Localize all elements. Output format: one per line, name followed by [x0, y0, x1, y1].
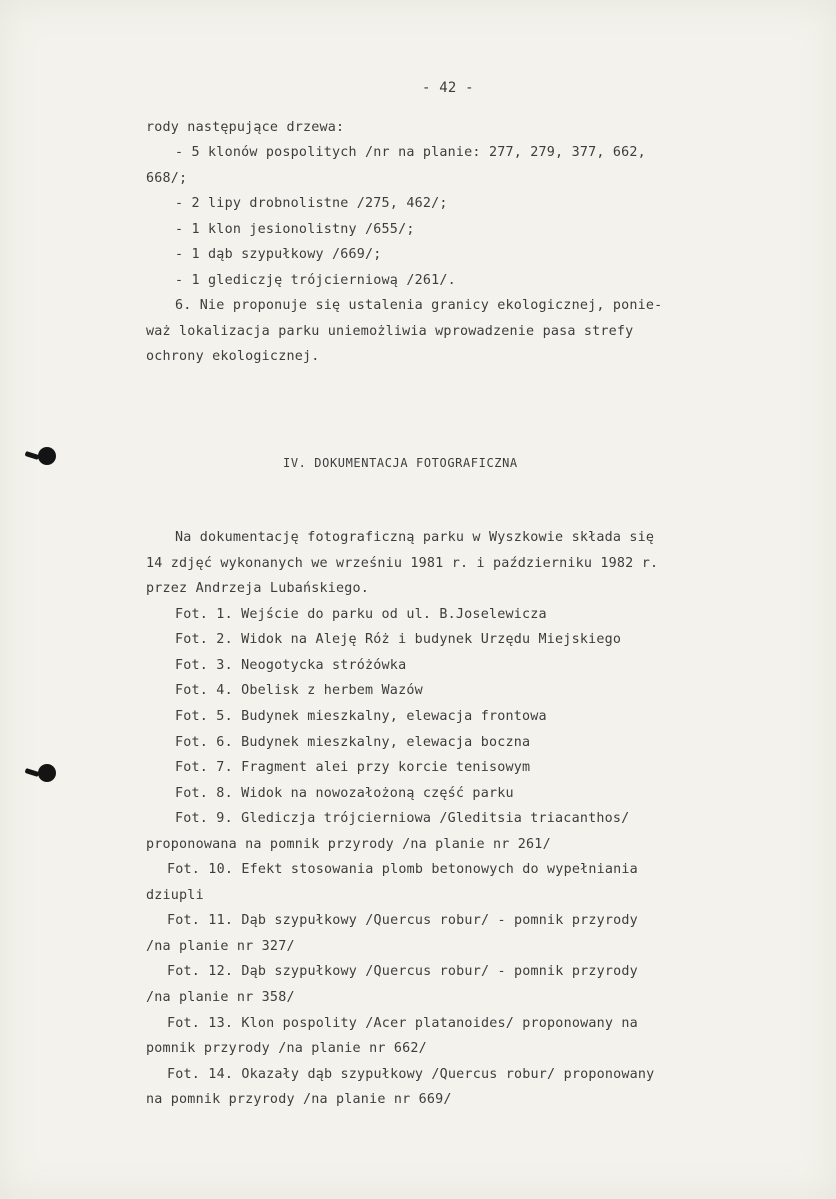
text-line: Na dokumentację fotograficzną parku w Wyszkowie składa się [175, 530, 655, 545]
binder-hole [38, 764, 56, 782]
section-heading: IV. DOKUMENTACJA FOTOGRAFICZNA [283, 456, 518, 470]
text-line: Fot. 3. Neogotycka stróżówka [175, 658, 407, 673]
text-line: /na planie nr 327/ [146, 939, 295, 954]
text-line: dziupli [146, 888, 204, 903]
text-line: proponowana na pomnik przyrody /na planie nr 261/ [146, 837, 551, 852]
text-line: przez Andrzeja Lubańskiego. [146, 581, 370, 596]
text-line: ochrony ekologicznej. [146, 349, 320, 364]
text-line: - 1 dąb szypułkowy /669/; [175, 247, 382, 262]
text-line: Fot. 9. Glediczja trójcierniowa /Gleditsia triacanthos/ [175, 811, 630, 826]
text-line: Fot. 12. Dąb szypułkowy /Quercus robur/ - pomnik przyrody [167, 964, 638, 979]
text-line: /na planie nr 358/ [146, 990, 295, 1005]
text-line: pomnik przyrody /na planie nr 662/ [146, 1041, 427, 1056]
text-line: 6. Nie proponuje się ustalenia granicy ekologicznej, ponie- [175, 298, 663, 313]
text-line: Fot. 11. Dąb szypułkowy /Quercus robur/ - pomnik przyrody [167, 913, 638, 928]
text-line: Fot. 14. Okazały dąb szypułkowy /Quercus robur/ proponowany [167, 1067, 655, 1082]
binder-hole [38, 447, 56, 465]
text-line: 668/; [146, 171, 188, 186]
text-line: - 2 lipy drobnolistne /275, 462/; [175, 196, 448, 211]
text-line: Fot. 7. Fragment alei przy korcie tenisowym [175, 760, 531, 775]
text-line: Fot. 8. Widok na nowozałożoną część parku [175, 786, 514, 801]
text-line: rody następujące drzewa: [146, 120, 345, 135]
page-number: - 42 - [422, 80, 474, 96]
text-line: - 5 klonów pospolitych /nr na planie: 277, 279, 377, 662, [175, 145, 646, 160]
text-line: waż lokalizacja parku uniemożliwia wprowadzenie pasa strefy [146, 324, 634, 339]
text-line: Fot. 1. Wejście do parku od ul. B.Joselewicza [175, 607, 547, 622]
text-line: Fot. 4. Obelisk z herbem Wazów [175, 683, 423, 698]
text-line: na pomnik przyrody /na planie nr 669/ [146, 1092, 452, 1107]
text-line: Fot. 5. Budynek mieszkalny, elewacja frontowa [175, 709, 547, 724]
text-line: Fot. 6. Budynek mieszkalny, elewacja boczna [175, 735, 531, 750]
text-line: - 1 glediczję trójcierniową /261/. [175, 273, 456, 288]
text-line: Fot. 10. Efekt stosowania plomb betonowych do wypełniania [167, 862, 638, 877]
text-line: - 1 klon jesionolistny /655/; [175, 222, 415, 237]
text-line: Fot. 13. Klon pospolity /Acer platanoides/ proponowany na [167, 1016, 638, 1031]
text-line: Fot. 2. Widok na Aleję Róż i budynek Urzędu Miejskiego [175, 632, 622, 647]
text-line: 14 zdjęć wykonanych we wrześniu 1981 r. i październiku 1982 r. [146, 556, 659, 571]
